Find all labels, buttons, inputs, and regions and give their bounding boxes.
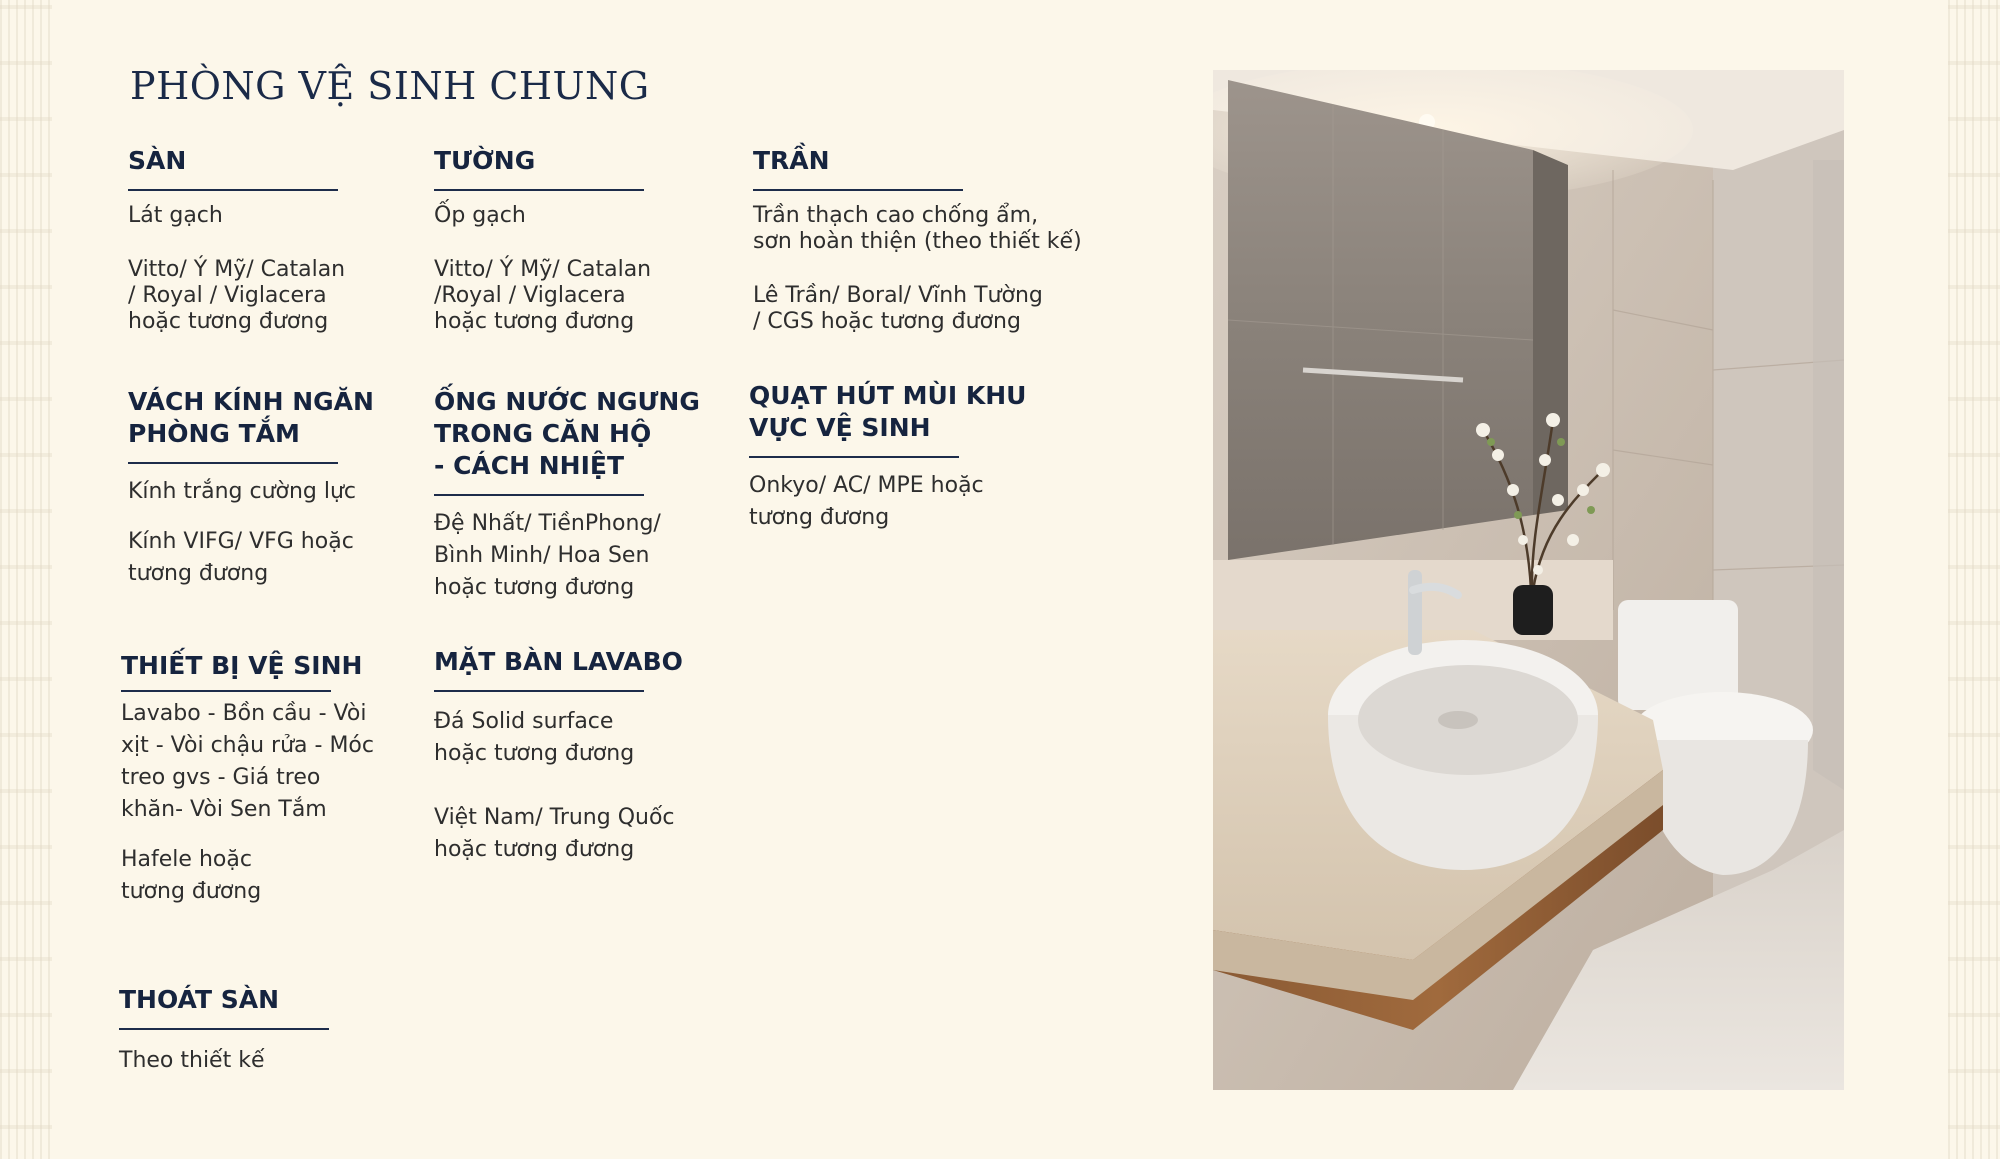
page-title: PHÒNG VỆ SINH CHUNG: [130, 64, 650, 108]
section-heading: MẶT BÀN LAVABO: [434, 647, 683, 676]
section-text: Ốp gạch: [434, 203, 526, 228]
section-text: Lavabo - Bồn cầu - Vòi xịt - Vòi chậu rửa - Móc treo gvs - Giá treo khăn- Vòi Sen Tắm: [121, 701, 374, 822]
section-vach-kinh: [128, 386, 374, 590]
section-mat-ban: [434, 646, 683, 866]
left-decorative-pattern: [0, 0, 52, 1159]
section-divider: [434, 189, 644, 191]
bathroom-illustration: [1213, 70, 1844, 1090]
section-divider: [128, 462, 338, 464]
section-quat-hut: [749, 380, 1026, 534]
section-heading: THOÁT SÀN: [119, 985, 279, 1014]
bathroom-photo: [1213, 70, 1844, 1090]
section-heading: THIẾT BỊ VỆ SINH: [121, 651, 363, 680]
section-divider: [753, 189, 963, 191]
section-heading: VÁCH KÍNH NGĂN PHÒNG TẮM: [128, 387, 374, 448]
section-heading: TƯỜNG: [434, 146, 536, 175]
section-divider: [121, 690, 331, 692]
section-thoat-san: [119, 984, 329, 1074]
section-text: Trần thạch cao chống ẩm, sơn hoàn thiện (theo thiết kế): [753, 203, 1082, 254]
section-divider: [434, 494, 644, 496]
section-divider: [119, 1028, 329, 1030]
section-text: Kính VIFG/ VFG hoặc tương đương: [128, 529, 354, 586]
section-heading: ỐNG NƯỚC NGƯNG TRONG CĂN HỘ - CÁCH NHIỆT: [434, 387, 700, 480]
section-text: Lát gạch: [128, 203, 223, 228]
section-text: Lê Trần/ Boral/ Vĩnh Tường / CGS hoặc tương đương: [753, 283, 1043, 334]
section-tran: [753, 145, 1082, 335]
section-divider: [749, 456, 959, 458]
section-tuong: [434, 145, 651, 335]
section-text: Kính trắng cường lực: [128, 479, 357, 504]
section-ong-nuoc: [434, 386, 700, 604]
section-text: Onkyo/ AC/ MPE hoặc tương đương: [749, 473, 984, 530]
section-text: Theo thiết kế: [119, 1048, 265, 1073]
section-divider: [434, 690, 644, 692]
section-text: Hafele hoặc tương đương: [121, 847, 262, 904]
section-san: [128, 145, 345, 335]
section-heading: SÀN: [128, 146, 187, 175]
section-heading: TRẦN: [753, 146, 830, 175]
section-text: Đệ Nhất/ TiềnPhong/ Bình Minh/ Hoa Sen hoặc tương đương: [434, 511, 661, 600]
section-heading: QUẠT HÚT MÙI KHU VỰC VỆ SINH: [749, 381, 1027, 442]
section-text: Việt Nam/ Trung Quốc hoặc tương đương: [434, 805, 675, 862]
section-thiet-bi: [121, 650, 374, 908]
section-text: Vitto/ Ý Mỹ/ Catalan /Royal / Viglacera hoặc tương đương: [434, 257, 652, 334]
section-divider: [128, 189, 338, 191]
section-text: Vitto/ Ý Mỹ/ Catalan / Royal / Viglacera hoặc tương đương: [128, 257, 346, 334]
right-decorative-pattern: [1948, 0, 2000, 1159]
section-text: Đá Solid surface hoặc tương đương: [434, 709, 635, 766]
